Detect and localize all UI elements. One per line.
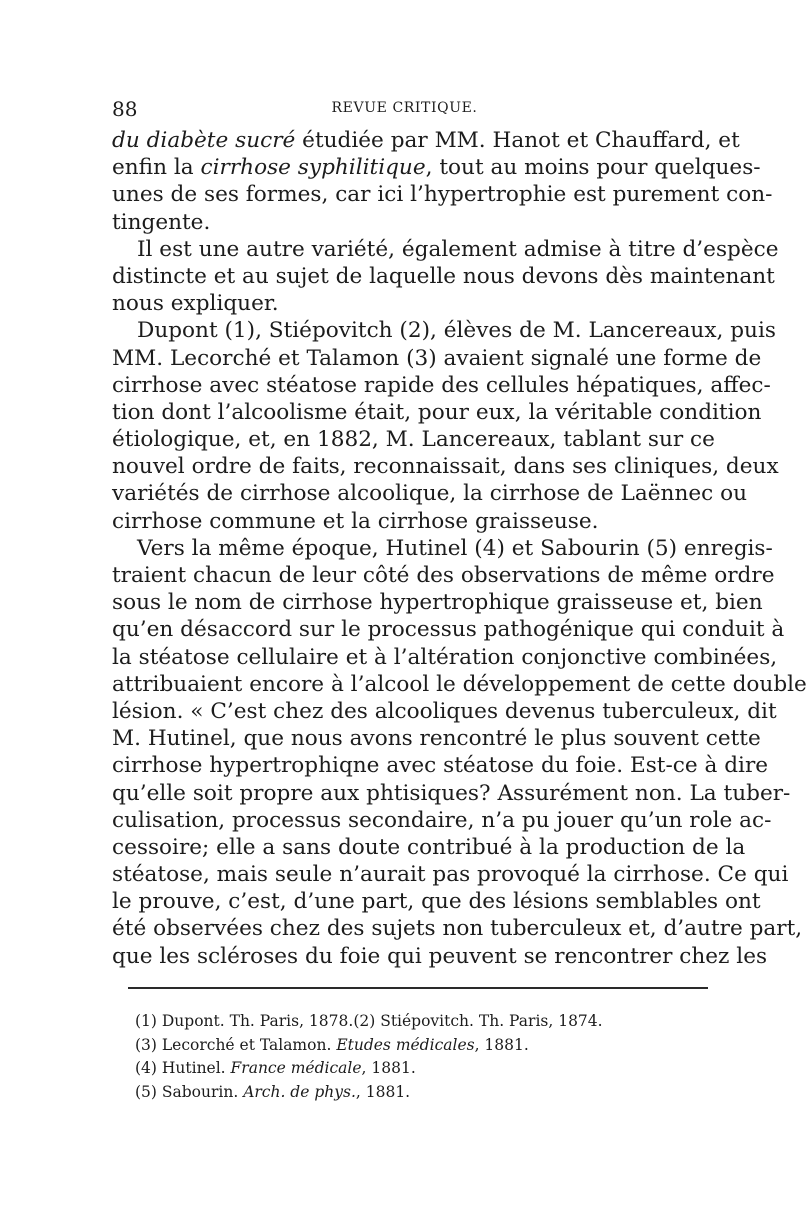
text-run: (4) Hutinel. [135,1059,231,1077]
body-text [112,127,807,970]
body-line [112,372,771,399]
text-run: Dupont (1), Stiépovitch (2), élèves de M. Lancereaux, puis [137,318,776,344]
text-run: variétés de cirrhose alcoolique, la cirrhose de Laënnec ou [112,481,747,507]
text-run: stéatose, mais seule n’aurait pas provoqué la cirrhose. Ce qui [112,862,789,888]
text-run: attribuaient encore à l’alcool le développement de cette double [112,671,807,697]
italic-text: France médicale [230,1059,362,1077]
text-run: cirrhose avec stéatose rapide des cellules hépatiques, affec- [112,372,771,398]
body-line [112,127,740,154]
italic-text: cirrhose syphilitique [200,155,426,181]
text-run: (2) Stiépovitch. Th. Paris, 1874. [353,1012,603,1030]
text-run: (3) Lecorché et Talamon. [135,1035,337,1054]
body-line [112,943,768,970]
text-run: nouvel ordre de faits, reconnaissait, dans ses cliniques, deux [112,454,779,480]
body-line [112,453,779,480]
text-run: tion dont l’alcoolisme était, pour eux, la véritable condition [112,399,762,425]
text-run: étiologique, et, en 1882, M. Lancereaux, tablant sur ce [112,427,715,453]
text-run: , 1881. [474,1035,529,1054]
footnote [135,1059,416,1077]
text-run: unes de ses formes, car ici l’hypertrophie est purement con- [112,182,773,208]
footnote-separator [128,987,708,989]
body-line [112,915,803,942]
text-run: que les scléroses du foie qui peuvent se rencontrer chez les [112,943,768,969]
body-line [112,562,775,589]
text-run: cessoire; elle a sans doute contribué à la production de la [112,834,746,860]
running-title: REVUE CRITIQUE. [331,100,478,116]
body-line [112,508,697,535]
body-line [112,426,715,453]
text-run: traient chacun de leur côté des observations de même ordre [112,563,775,588]
text-run: qu’elle soit propre aux phtisiques? Assurément non. La tuber- [112,780,791,806]
body-line [112,589,763,616]
italic-text: Etudes médicales [336,1035,475,1054]
body-line [112,209,697,236]
text-run: nous expliquer. [112,291,279,317]
body-line [112,263,775,290]
text-run: culisation, processus secondaire, n’a pu jouer qu’un role ac- [112,807,772,833]
text-run: lésion. « C’est chez des alcooliques devenus tuberculeux, dit [112,698,777,724]
text-run: Vers la même époque, Hutinel (4) et Sabourin (5) enregis- [137,535,773,561]
body-line [112,698,777,725]
text-run: cirrhose commune et la cirrhose graisseuse. [112,508,599,534]
body-line [112,644,778,671]
body-line [112,181,773,208]
text-run: distincte et au sujet de laquelle nous devons dès maintenant [112,263,775,289]
footnote [135,1036,529,1054]
text-run: sous le nom de cirrhose hypertrophique graisseuse et, bien [112,590,763,616]
italic-text: du diabète sucré [112,128,296,153]
text-run: , tout au moins pour quelques- [425,155,761,181]
body-line [112,399,762,426]
footnote [353,1012,602,1030]
text-run: été observées chez des sujets non tuberculeux et, d’autre part, [112,916,803,942]
text-run: le prouve, c’est, d’une part, que des lésions semblables ont [112,889,761,915]
body-line [112,236,779,263]
text-run: cirrhose hypertrophiqne avec stéatose du foie. Est-ce à dire [112,753,769,779]
text-run: tingente. [112,209,211,235]
text-run: la stéatose cellulaire et à l’altération conjonctive combinées, [112,644,778,670]
body-line [112,807,772,834]
text-run: qu’en désaccord sur le processus pathogénique qui conduit à [112,617,785,643]
text-run: enfin la [112,155,201,181]
text-run: étudiée par MM. Hanot et Chauffard, et [295,128,740,153]
text-run: , 1881. [361,1059,416,1077]
text-run: , 1881. [355,1082,411,1101]
body-line [112,780,791,807]
page-header [112,97,697,121]
text-run: (1) Dupont. Th. Paris, 1878. [135,1012,354,1030]
body-line [112,535,773,562]
body-line [112,616,785,643]
body-line [112,861,789,888]
footnote [135,1012,353,1030]
text-run: (5) Sabourin. [135,1082,244,1101]
text-run: Il est une autre variété, également admise à titre d’espèce [137,236,779,262]
body-line [112,317,776,344]
body-line [112,480,747,507]
text-run: MM. Lecorché et Talamon (3) avaient signalé une forme de [112,345,762,371]
body-line [112,290,697,317]
body-line [112,888,761,915]
body-line [112,834,746,861]
body-line [112,725,761,752]
page-number: 88 [112,97,138,121]
body-line [112,345,762,372]
body-line [112,752,769,779]
text-run: M. Hutinel, que nous avons rencontré le plus souvent cette [112,726,761,752]
body-line [112,154,761,181]
footnotes [135,1010,655,1104]
italic-text: Arch. de phys. [243,1082,356,1101]
footnote [135,1083,410,1101]
body-line [112,671,807,698]
